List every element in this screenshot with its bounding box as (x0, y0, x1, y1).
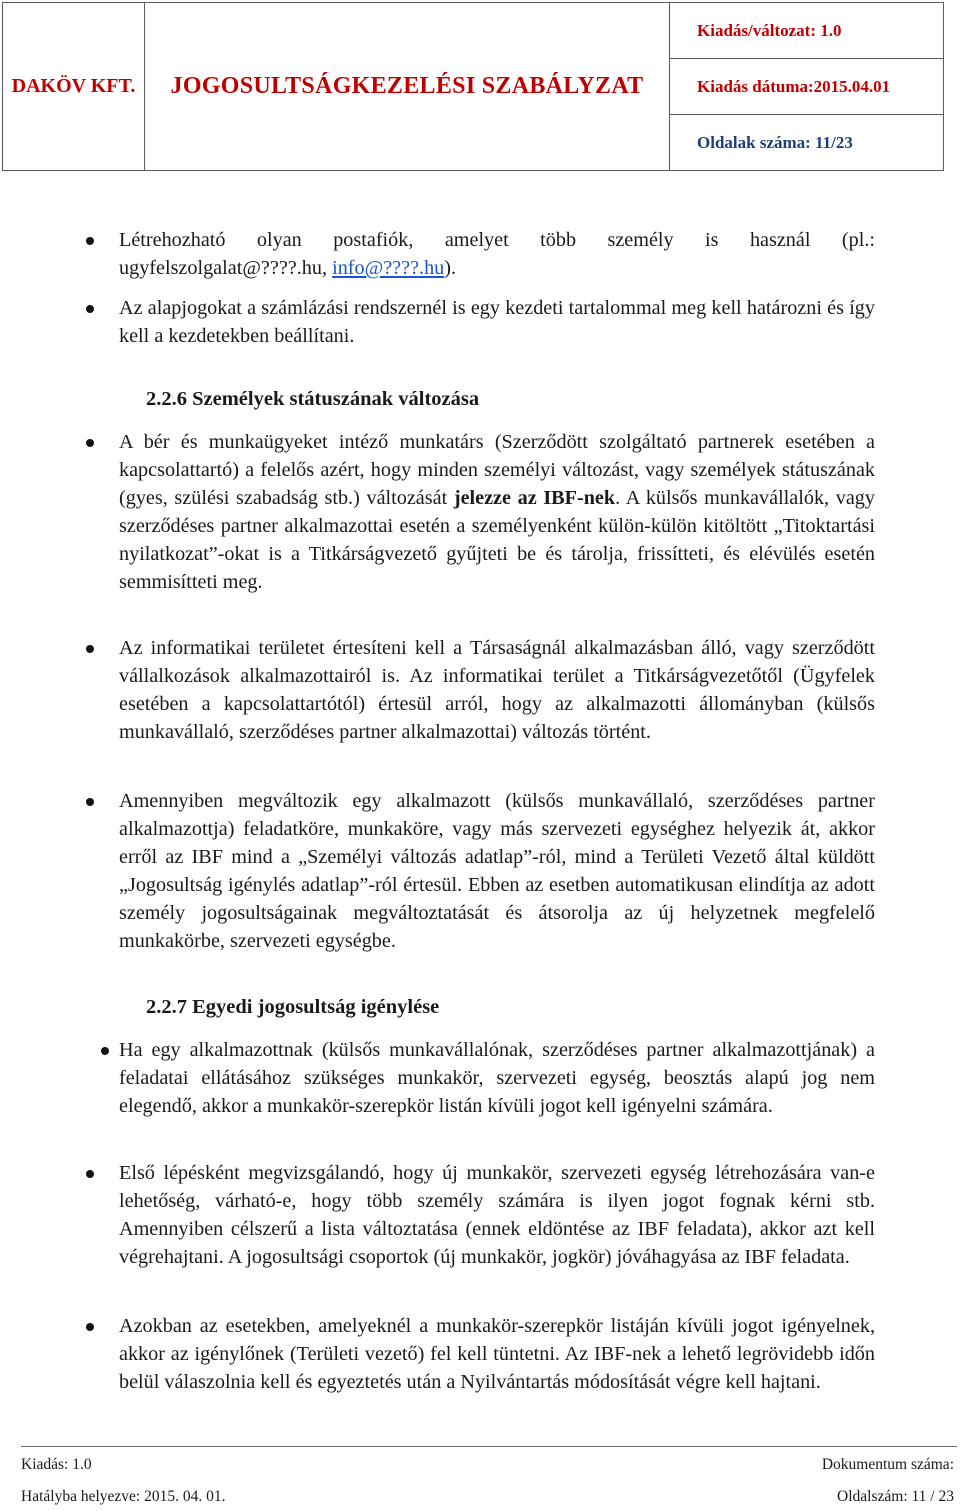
bullet-text: A bér és munkaügyeket intéző munkatárs (Szerződött szolgáltató partnerek esetében a kapcsolattartó) a felelős azért, hogy minden személyi változást, vagy személyek státuszának (gyes, szülési szabadság stb.) változását (119, 431, 875, 509)
footer-divider (21, 1446, 957, 1447)
bullet-shared-mailbox (119, 226, 875, 282)
edition-version: Kiadás/változat: 1.0 (670, 3, 944, 59)
document-title: JOGOSULTSÁGKEZELÉSI SZABÁLYZAT (145, 3, 670, 171)
bullet-text-end: ). (444, 257, 457, 279)
company-name: DAKÖV KFT. (3, 3, 145, 171)
edition-date: Kiadás dátuma:2015.04.01 (670, 59, 944, 115)
footer-edition: Kiadás: 1.0 (21, 1456, 92, 1473)
bullet-bold-text: jelezze az IBF-nek (453, 487, 616, 509)
section-heading-2-2-6: 2.2.6 Személyek státuszának változása (146, 388, 480, 410)
page-count: Oldalak száma: 11/23 (670, 115, 944, 171)
footer-page-number: Oldalszám: 11 / 23 (837, 1488, 954, 1505)
section-heading-2-2-7: 2.2.7 Egyedi jogosultság igénylése (146, 996, 440, 1018)
bullet-text: Létrehozható olyan postafiók, amelyet több személy is használ (pl.: ugyfelszolgalat@????.hu, (119, 229, 875, 279)
bullet-text-end: . A külsős munkavállalók, vagy szerződéses partner alkalmazottai esetén a személyenként külön-külön kitöltött „Titoktartási nyilatkozat”-okat is a Titkárságvezető gyűjteti be és tárolja, frissítteti, és elévülés esetén semmisítteti meg. (119, 487, 875, 593)
document-header (2, 2, 944, 171)
bullet-outside-list: Azokban az esetekben, amelyeknél a munkakör-szerepkör listáján kívüli jogot igényelnek, akkor az igénylőnek (Területi vezető) fel kell tüntetni. Az IBF-nek a lehető legrövidebb időn belül válaszolnia kell és egyeztetés után a Nyilvántartás módosítását végre kell hajtani. (119, 1312, 875, 1396)
bullet-billing-rights: Az alapjogokat a számlázási rendszernél is egy kezdeti tartalommal meg kell határozni és így kell a kezdetekben beállítani. (119, 294, 875, 350)
email-link[interactable]: info@????.hu (332, 257, 445, 279)
bullet-status-change-report (119, 428, 875, 596)
footer-effective-date: Hatályba helyezve: 2015. 04. 01. (21, 1488, 226, 1505)
bullet-role-change: Amennyiben megváltozik egy alkalmazott (külsős munkavállaló, szerződéses partner alkalmazottja) feladatköre, munkaköre, vagy más szervezeti egységhez helyezik át, akkor erről az IBF mind a „Személyi változás adatlap”-ról, mind a Területi Vezető által küldött „Jogosultság igénylés adatlap”-ról értesül. Ebben az esetben automatikusan elindítja az adott személy jogosultságainak megváltoztatását és átsorolja az új helyzetnek megfelelő munkakörbe, szervezeti egységbe. (119, 787, 875, 955)
footer-document-number: Dokumentum száma: (821, 1456, 954, 1473)
bullet-first-step: Első lépésként megvizsgálandó, hogy új munkakör, szervezeti egység létrehozására van-e lehetőség, várható-e, hogy több személy számára is ilyen jogot fognak kérni stb. Amennyiben célszerű a lista változtatása (ennek eldöntése az IBF feladata), akkor azt kell végrehajtani. A jogosultsági csoportok (új munkakör, jogkör) jóváhagyása az IBF feladata. (119, 1159, 875, 1271)
bullet-individual-right: Ha egy alkalmazottnak (külsős munkavállalónak, szerződéses partner alkalmazottjának) a feladatai ellátásához szükséges munkakör, szervezeti egység, beosztás alapú jog nem elegendő, akkor a munkakör-szerepkör listán kívüli jogot kell igényelni számára. (119, 1036, 875, 1120)
bullet-it-notification: Az informatikai területet értesíteni kell a Társaságnál alkalmazásban álló, vagy szerződött vállalkozások alkalmazottairól is. Az informatikai terület a Titkárságvezetőtől (Ügyfelek esetében a kapcsolattartótól) értesül arról, hogy az alkalmazotti állományban (külsős munkavállaló, szerződéses partner alkalmazottai) változás történt. (119, 634, 875, 746)
